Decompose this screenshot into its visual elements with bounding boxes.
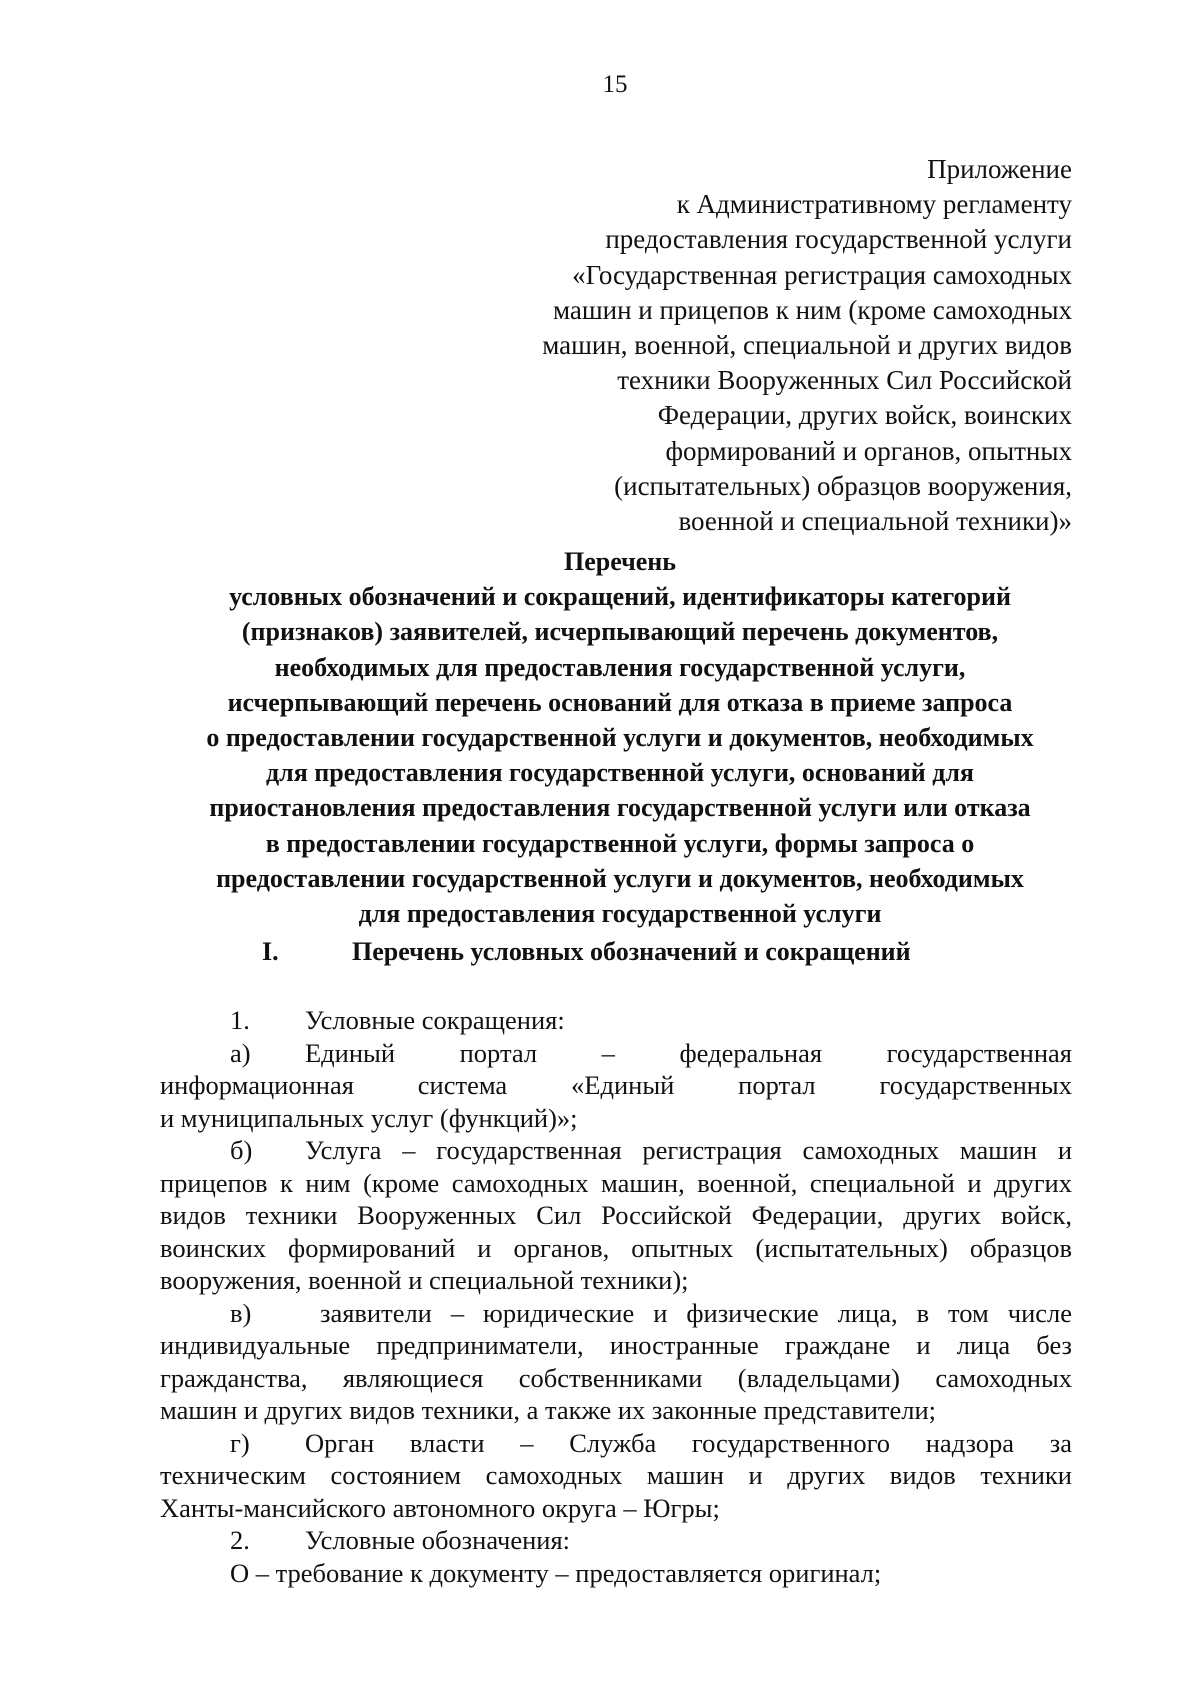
- title-line: для предоставления государственной услуги, оснований для: [265, 758, 975, 788]
- title-line: (признаков) заявителей, исчерпывающий перечень документов,: [241, 617, 999, 647]
- document-title: [150, 544, 1090, 931]
- paragraph-v-line: машин и других видов техники, а также их законные представители;: [160, 1395, 937, 1425]
- appendix-line: техники Вооруженных Сил Российской: [617, 365, 1072, 396]
- paragraph-b-line: [160, 1134, 1072, 1167]
- appendix-line: машин и прицепов к ним (кроме самоходных: [552, 294, 1072, 325]
- appendix-line: предоставления государственной услуги: [605, 224, 1072, 255]
- paragraph-v-line: гражданства, являющиеся собственниками (владельцами) самоходных: [160, 1362, 1072, 1393]
- paragraph-v-line: [160, 1297, 1072, 1330]
- appendix-line: «Государственная регистрация самоходных: [572, 259, 1072, 290]
- appendix-line: военной и специальной техники)»: [678, 506, 1072, 537]
- appendix-line: (испытательных) образцов вооружения,: [614, 470, 1072, 501]
- page-number: 15: [602, 71, 628, 98]
- item-text: заявители – юридические и физические лица, в том числе: [320, 1297, 1072, 1328]
- appendix-line: машин, военной, специальной и других видов: [542, 330, 1072, 361]
- paragraph-a-line: информационная система «Единый портал государственных: [160, 1070, 1072, 1100]
- item-marker: в): [230, 1297, 252, 1328]
- appendix-block: [512, 152, 1072, 539]
- document-body: [160, 1004, 1072, 1589]
- paragraph-item-2: [160, 1524, 1072, 1557]
- paragraph-b-line: вооружения, военной и специальной техники);: [160, 1265, 689, 1295]
- paragraph-b-line: прицепов к ним (кроме самоходных машин, военной, специальной и других: [160, 1167, 1072, 1198]
- title-line: приостановления предоставления государственной услуги или отказа: [209, 793, 1031, 823]
- paragraph-b-line: видов техники Вооруженных Сил Российской Федерации, других войск,: [160, 1200, 1072, 1230]
- item-marker: а): [230, 1037, 251, 1068]
- title-line: необходимых для предоставления государственной услуги,: [274, 652, 966, 682]
- title-line: для предоставления государственной услуги: [358, 899, 882, 929]
- item-text: Единый портал – федеральная государственная: [305, 1037, 1072, 1068]
- title-line: о предоставлении государственной услуги и документов, необходимых: [206, 723, 1034, 753]
- paragraph-item-1: [160, 1004, 1072, 1037]
- item-marker: б): [230, 1135, 253, 1165]
- item-marker: 1.: [230, 1005, 250, 1035]
- title-line: Перечень: [563, 547, 677, 576]
- appendix-line: формирований и органов, опытных: [665, 435, 1072, 466]
- item-text: Орган власти – Служба государственного надзора за: [305, 1427, 1072, 1458]
- section-number: I.: [262, 937, 279, 966]
- paragraph-a-line: и муниципальных услуг (функций)»;: [160, 1102, 578, 1133]
- title-line: предоставлении государственной услуги и документов, необходимых: [216, 863, 1024, 893]
- title-line: в предоставлении государственной услуги, формы запроса о: [265, 828, 975, 858]
- appendix-line: Федерации, других войск, воинских: [657, 400, 1072, 431]
- section-title: Перечень условных обозначений и сокращений: [352, 937, 911, 966]
- item-marker: 2.: [230, 1525, 250, 1555]
- paragraph-g-line: техническим состоянием самоходных машин и других видов техники: [160, 1460, 1072, 1490]
- paragraph-g-line: Ханты-мансийского автономного округа – Югры;: [160, 1492, 720, 1523]
- paragraph-o-line: О – требование к документу – предоставляется оригинал;: [230, 1557, 882, 1588]
- paragraph-b-line: воинских формирований и органов, опытных (испытательных) образцов: [160, 1232, 1072, 1263]
- paragraph-v-line: индивидуальные предприниматели, иностранные граждане и лица без: [160, 1330, 1072, 1360]
- title-line: исчерпывающий перечень оснований для отказа в приеме запроса: [227, 687, 1013, 717]
- appendix-line: Приложение: [927, 154, 1072, 184]
- item-text: Услуга – государственная регистрация самоходных машин и: [305, 1135, 1072, 1165]
- title-line: условных обозначений и сокращений, идентификаторы категорий: [229, 582, 1011, 612]
- item-marker: г): [230, 1427, 250, 1458]
- item-text: Условные обозначения:: [305, 1525, 571, 1555]
- paragraph-a-line: [160, 1037, 1072, 1070]
- appendix-line: к Административному регламенту: [676, 189, 1072, 220]
- paragraph-g-line: [160, 1427, 1072, 1460]
- item-text: Условные сокращения:: [305, 1005, 565, 1035]
